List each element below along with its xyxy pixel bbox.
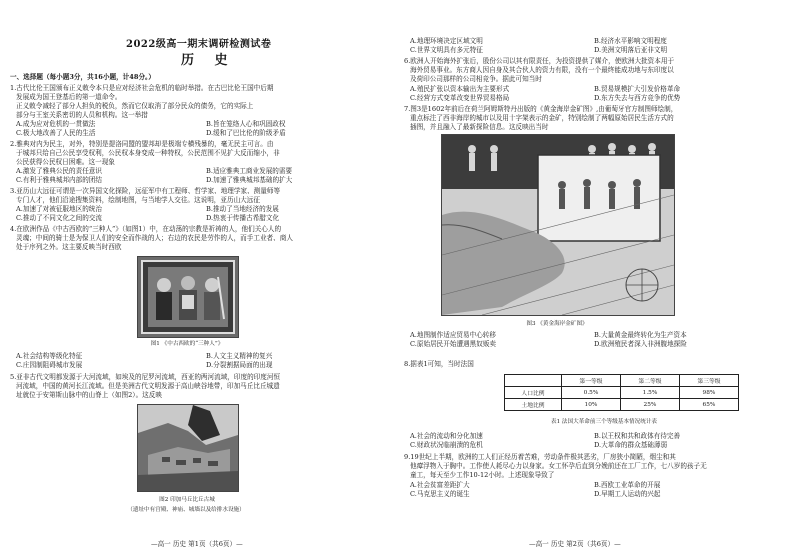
q7-option-b[interactable]: B.大量黄金最终转化为生产资本 bbox=[594, 331, 687, 339]
q9-option-c[interactable]: C.马克思主义的诞生 bbox=[410, 490, 470, 498]
table-cell: 98% bbox=[680, 387, 739, 399]
q3-option-b[interactable]: B.推动了当地经济的发展 bbox=[206, 205, 279, 213]
q4-option-c[interactable]: C.庄园制阻碍城市发展 bbox=[16, 361, 83, 369]
figure-2-caption: 图2 印加马丘比丘古城 bbox=[159, 497, 215, 503]
q9-line: 9.19世纪上半期，欧洲的工人们正经历着苦难，劳动条件极其恶劣，厂房狭小简陋，烟尘和其 bbox=[404, 453, 676, 461]
exam-title: 2022级高一期末调研检测试卷 bbox=[126, 39, 272, 50]
q6-option-d[interactable]: D.东方失去与西方竞争的优势 bbox=[594, 94, 681, 102]
q4-option-d[interactable]: D.分裂割据局面的出现 bbox=[206, 361, 273, 369]
q1-option-b[interactable]: B.旨在笼络人心和巩固政权 bbox=[206, 120, 286, 128]
q3-option-a[interactable]: A.加速了对被征服地区的统治 bbox=[16, 205, 102, 213]
q5-line: 河流域，中国的黄河长江流域。但是美洲古代文明发源于高山峡谷地带，印加马丘比丘城遗 bbox=[16, 382, 280, 390]
figure-gold-coast-map bbox=[441, 134, 675, 316]
q6-line: 及荷印公司那样的公司相竞争。据此可知当时 bbox=[410, 75, 542, 83]
q4-option-b[interactable]: B.人文主义精神的复兴 bbox=[206, 352, 273, 360]
q9-option-a[interactable]: A.社会贫富差距扩大 bbox=[410, 481, 470, 489]
q1-line: 正义敕令减轻了部分人担负的税负，然而它仅取消了部分民众的债务，它的实际上 bbox=[16, 102, 254, 110]
q3-line: 3.亚历山大远征可谓是一次异国文化探险，远征军中有工程师、哲学家、地理学家、测量师等 bbox=[10, 187, 281, 195]
table-row bbox=[505, 399, 739, 411]
q2-option-d[interactable]: D.加速了雅典城邦基础的扩大 bbox=[206, 176, 293, 184]
q3-option-c[interactable]: C.推动了不同文化之间的交流 bbox=[16, 214, 103, 222]
q8-option-b[interactable]: B.以王权和共和政体有待完善 bbox=[594, 432, 681, 440]
q5-line: 址就位于安第斯山脉中的山脊上（如图2）。这反映 bbox=[16, 391, 162, 399]
page-1 bbox=[6, 0, 386, 560]
table-cell: 10% bbox=[562, 399, 621, 411]
q3-line: 专门人才，他们沿途搜集资料，绘制地图，与当地学人交往。这说明，亚历山大远征 bbox=[16, 196, 260, 204]
q9-line: 他瘴浮物入于胸中。工作使人耗尽心力以身家。女工怀孕后直到分娩前还在工厂工作，七八岁的孩子无 bbox=[410, 462, 707, 470]
q5-line: 5.亚非古代文明都发源于大河流域，如埃及的尼罗河流域，西亚的两河流域，印度的印度河恒 bbox=[10, 373, 281, 381]
table-header: 第一等级 bbox=[562, 375, 621, 387]
q9-option-d[interactable]: D.早期工人运动的兴起 bbox=[594, 490, 661, 498]
q8-option-a[interactable]: A.社会的流动和分化加速 bbox=[410, 432, 483, 440]
q7-option-a[interactable]: A.地图制作适应贸易中心转移 bbox=[410, 331, 496, 339]
table-header: 第三等级 bbox=[680, 375, 739, 387]
section-heading: 一、选择题（每小题3分，共16小题，计48分。） bbox=[10, 73, 155, 81]
q2-option-a[interactable]: A.激发了雅典公民的责任意识 bbox=[16, 167, 102, 175]
q6-option-a[interactable]: A.殖民扩张以资本输出为主要形式 bbox=[410, 85, 510, 93]
q7-line: 插图，并且融入了最新探险信息。这反映出当时 bbox=[410, 123, 549, 131]
q5-option-d[interactable]: D.美洲文明落后亚非文明 bbox=[594, 46, 668, 54]
q6-option-c[interactable]: C.经营方式变革改变世界贸易格局 bbox=[410, 94, 510, 102]
q1-line: 部分与王室关系密切的人员和机构。这一举措 bbox=[16, 111, 148, 119]
table-cell: 1.5% bbox=[621, 387, 680, 399]
q6-line: 海外贸易事业。东方商人因自身及其合伙人的资力有限，没有一个最终能成功地与东印度以 bbox=[410, 66, 674, 74]
table-cell: 25% bbox=[621, 399, 680, 411]
q7-option-c[interactable]: C.原始居民开始遭遇黑奴贩卖 bbox=[410, 340, 497, 348]
q4-line: 灵魂；中间的骑士是为保卫人们的安全而作战的人；右边的农民是劳作的人，而手工业者、商人 bbox=[16, 234, 293, 242]
q7-line: 7.图3是1602年前后在荷兰阿姆斯特丹出版的《黄金海岸金矿图》,由葡萄牙官方制图师绘制， bbox=[404, 105, 678, 113]
q8-option-d[interactable]: D.大革命的群众基础薄弱 bbox=[594, 441, 668, 449]
exam-subject: 历 史 bbox=[181, 53, 236, 68]
q5-option-a[interactable]: A.地理环境决定区域文明 bbox=[410, 37, 483, 45]
table-header: 第二等级 bbox=[621, 375, 680, 387]
page-2 bbox=[404, 0, 784, 560]
q4-line: 处于序列之外。这主要反映当时西欧 bbox=[16, 243, 122, 251]
q1-option-d[interactable]: D.缓和了巴比伦的阶级矛盾 bbox=[206, 129, 286, 137]
q6-line: 6.欧洲人开始海外扩张后，股份公司以其有限责任，为投资提供了媒介，使欧洲大批资本用于 bbox=[404, 57, 675, 65]
q3-option-d[interactable]: D.热衷于传播古希腊文化 bbox=[206, 214, 280, 222]
figure-machu-picchu bbox=[137, 404, 239, 492]
q2-option-b[interactable]: B.适应雅典工商业发展的需要 bbox=[206, 167, 293, 175]
q1-line: 1.古代比伦王国颁布正义敕令本只是应对经济社会危机的临时举措。在古巴比伦王国中后期 bbox=[10, 84, 274, 92]
q8-option-c[interactable]: C.财政状况临崩溃的危机 bbox=[410, 441, 483, 449]
q8-stem: 8.据表1可知，当时法国 bbox=[404, 360, 474, 368]
figure-three-estates bbox=[137, 256, 239, 338]
table-cell: 0.5% bbox=[562, 387, 621, 399]
q7-option-d[interactable]: D.欧洲殖民者深入非洲腹地探险 bbox=[594, 340, 687, 348]
q1-option-c[interactable]: C.极大地改善了人民的生活 bbox=[16, 129, 96, 137]
figure-3-caption: 图3 《黄金海岸金矿图》 bbox=[526, 321, 588, 327]
q2-line: 2.雅典对内为民主，对外，特别是提洛同盟的盟邦却是极端专横残暴的，毫无民主可言。由 bbox=[10, 140, 274, 148]
q5-option-c[interactable]: C.世界文明具有多元特征 bbox=[410, 46, 483, 54]
page-1-footer: —高一 历史 第1页（共6页）— bbox=[151, 540, 243, 548]
table-cell: 人口比例 bbox=[505, 387, 562, 399]
table-row bbox=[505, 387, 739, 399]
estates-table bbox=[504, 374, 739, 411]
table-cell bbox=[505, 375, 562, 387]
q9-line: 童工，每天至少工作10-12小时。上述现象导致了 bbox=[410, 471, 555, 479]
table-1-caption: 表1 法国大革命前三个等级基本情况统计表 bbox=[550, 419, 658, 425]
q4-line: 4.在欧洲作品《中古西欧的“三种人”》（如图1）中，在动荡的宗教是祈祷的人，他们关心人的 bbox=[10, 225, 282, 233]
q7-line: 重点标注了西非海岸的城市以及用十字架表示的金矿，特别绘制了两幅原始居民生活方式的 bbox=[410, 114, 674, 122]
table-cell: 土地比例 bbox=[505, 399, 562, 411]
q9-option-b[interactable]: B.西欧工业革命的开展 bbox=[594, 481, 661, 489]
q2-option-c[interactable]: C.有利于雅典城邦内部的团结 bbox=[16, 176, 103, 184]
q1-line: 发展成为国王登基后的第一道命令。 bbox=[16, 93, 122, 101]
table-cell: 65% bbox=[680, 399, 739, 411]
q5-option-b[interactable]: B.经济水平影响文明程度 bbox=[594, 37, 667, 45]
q1-option-a[interactable]: A.成为应对危机的一贯做法 bbox=[16, 120, 96, 128]
q2-line: 于城邦只给自己公民享受权利，公民权本身变成一种特权，公民范围不见扩大反而缩小，非 bbox=[16, 149, 280, 157]
figure-1-caption: 图1 《中古西欧的“三种人”》 bbox=[150, 341, 224, 347]
q2-line: 公民获得公民权日困难。这一现象 bbox=[16, 158, 115, 166]
table-header-row bbox=[505, 375, 739, 387]
q4-option-a[interactable]: A.社会结构等级化特征 bbox=[16, 352, 83, 360]
page-2-footer: —高一 历史 第2页（共6页）— bbox=[529, 540, 621, 548]
figure-2-subcaption: （遗址中有宫殿、神庙、城墙以及给排水设施） bbox=[127, 507, 245, 513]
q6-option-b[interactable]: B.贸易规模扩大引发价格革命 bbox=[594, 85, 681, 93]
